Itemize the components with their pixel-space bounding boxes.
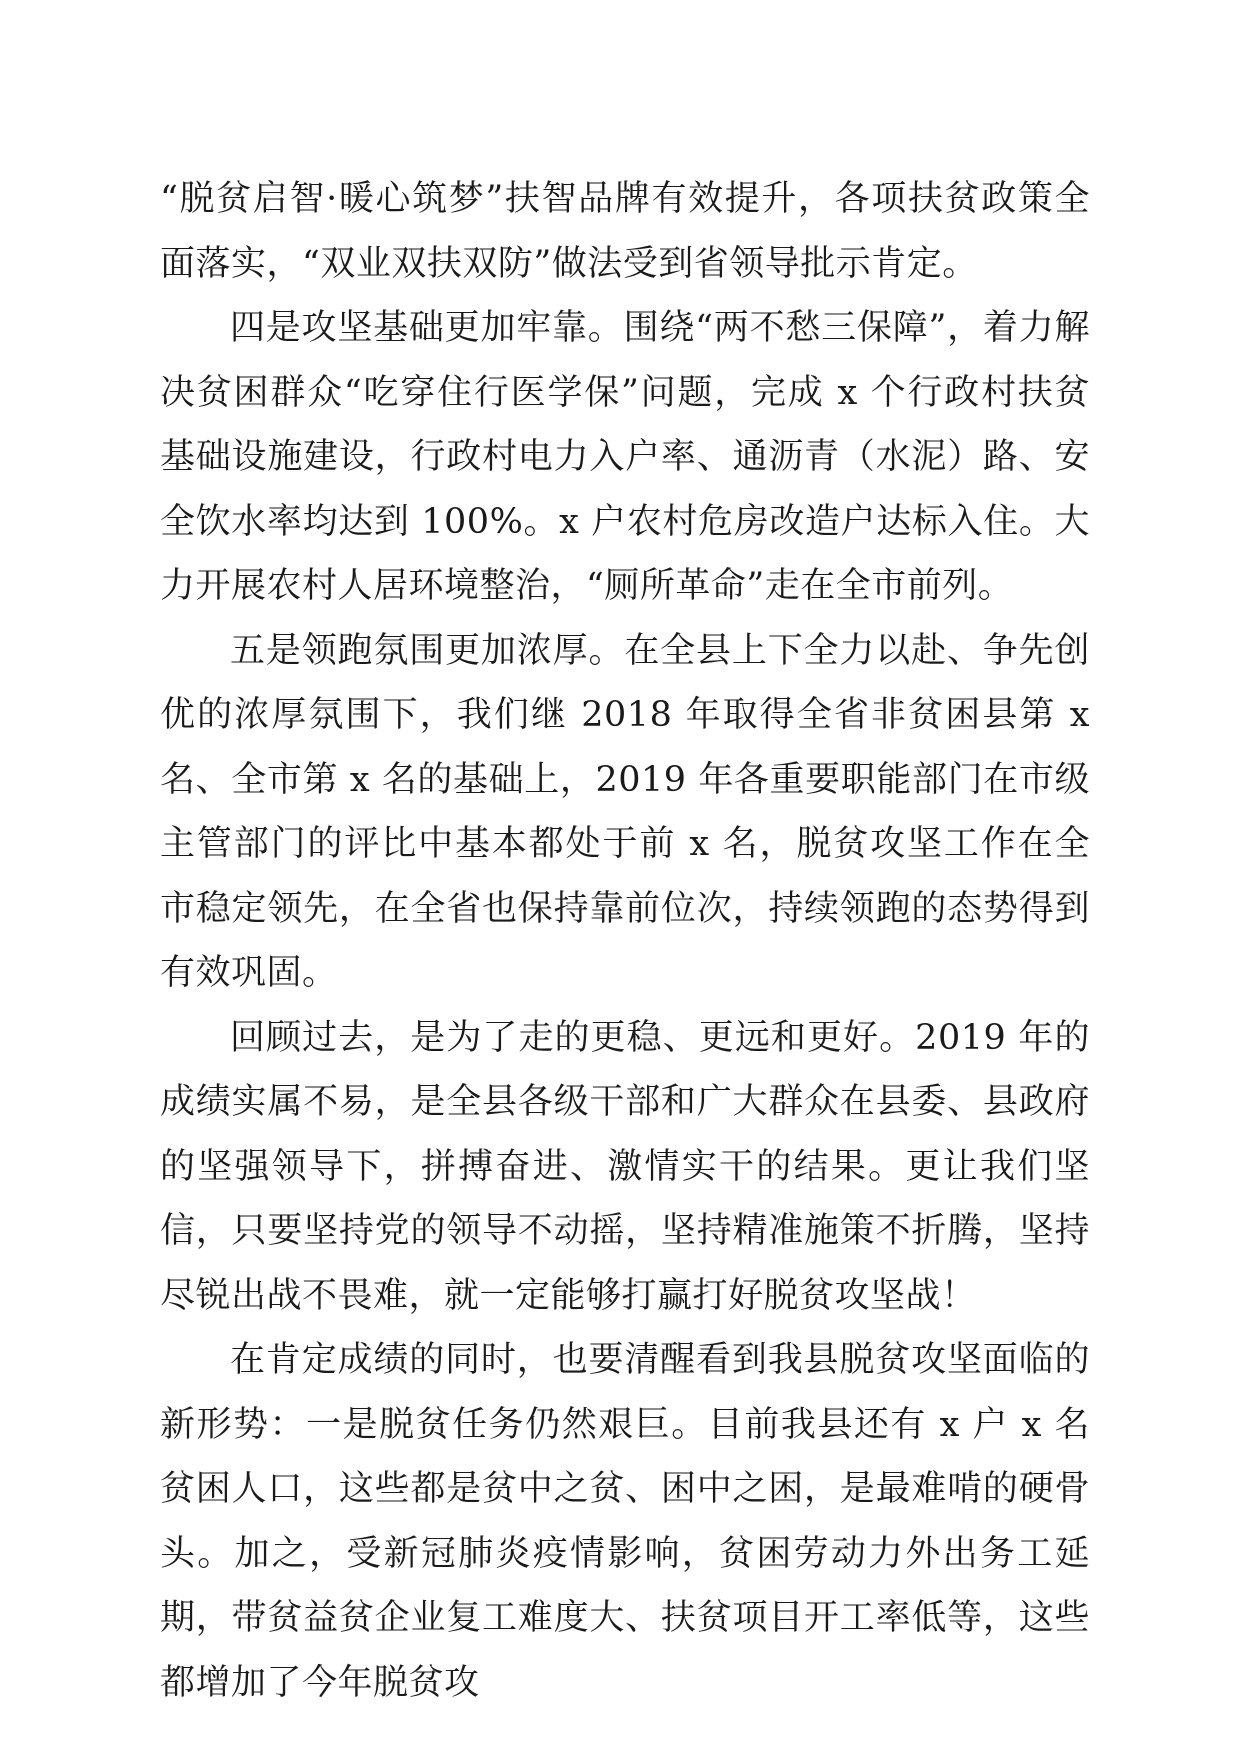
paragraph-2: 四是攻坚基础更加牢靠。围绕“两不愁三保障”，着力解决贫困群众“吃穿住行医学保”问题，完成 x 个行政村扶贫基础设施建设，行政村电力入户率、通沥青（水泥）路、安全饮水率均达到 100%。x 户农村危房改造户达标入住。大力开展农村人居环境整治，“厕所革命”走在全市前列。 (160, 308, 1090, 606)
paragraph-4: 回顾过去，是为了走的更稳、更远和更好。2019 年的成绩实属不易，是全县各级干部和广大群众在县委、县政府的坚强领导下，拼搏奋进、激情实干的结果。更让我们坚信，只要坚持党的领导不动摇，坚持精准施策不折腾，坚持尽锐出战不畏难，就一定能够打赢打好脱贫攻坚战！ (160, 1017, 1090, 1316)
paragraph-1: “脱贫启智·暖心筑梦”扶智品牌有效提升，各项扶贫政策全面落实，“双业双扶双防”做法受到省领导批示肯定。 (160, 179, 1090, 284)
document-body (160, 167, 1090, 1715)
paragraph-5: 在肯定成绩的同时，也要清醒看到我县脱贫攻坚面临的新形势：一是脱贫任务仍然艰巨。目前我县还有 x 户 x 名贫困人口，这些都是贫中之贫、困中之困，是最难啃的硬骨头。加之，受新冠肺炎疫情影响，贫困劳动力外出务工延期，带贫益贫企业复工难度大、扶贫项目开工率低等，这些都增加了今年脱贫攻 (160, 1340, 1090, 1703)
paragraph-3: 五是领跑氛围更加浓厚。在全县上下全力以赴、争先创优的浓厚氛围下，我们继 2018 年取得全省非贫困县第 x 名、全市第 x 名的基础上，2019 年各重要职能部门在市级主管部门的评比中基本都处于前 x 名，脱贫攻坚工作在全市稳定领先，在全省也保持靠前位次，持续领跑的态势得到有效巩固。 (160, 630, 1090, 993)
